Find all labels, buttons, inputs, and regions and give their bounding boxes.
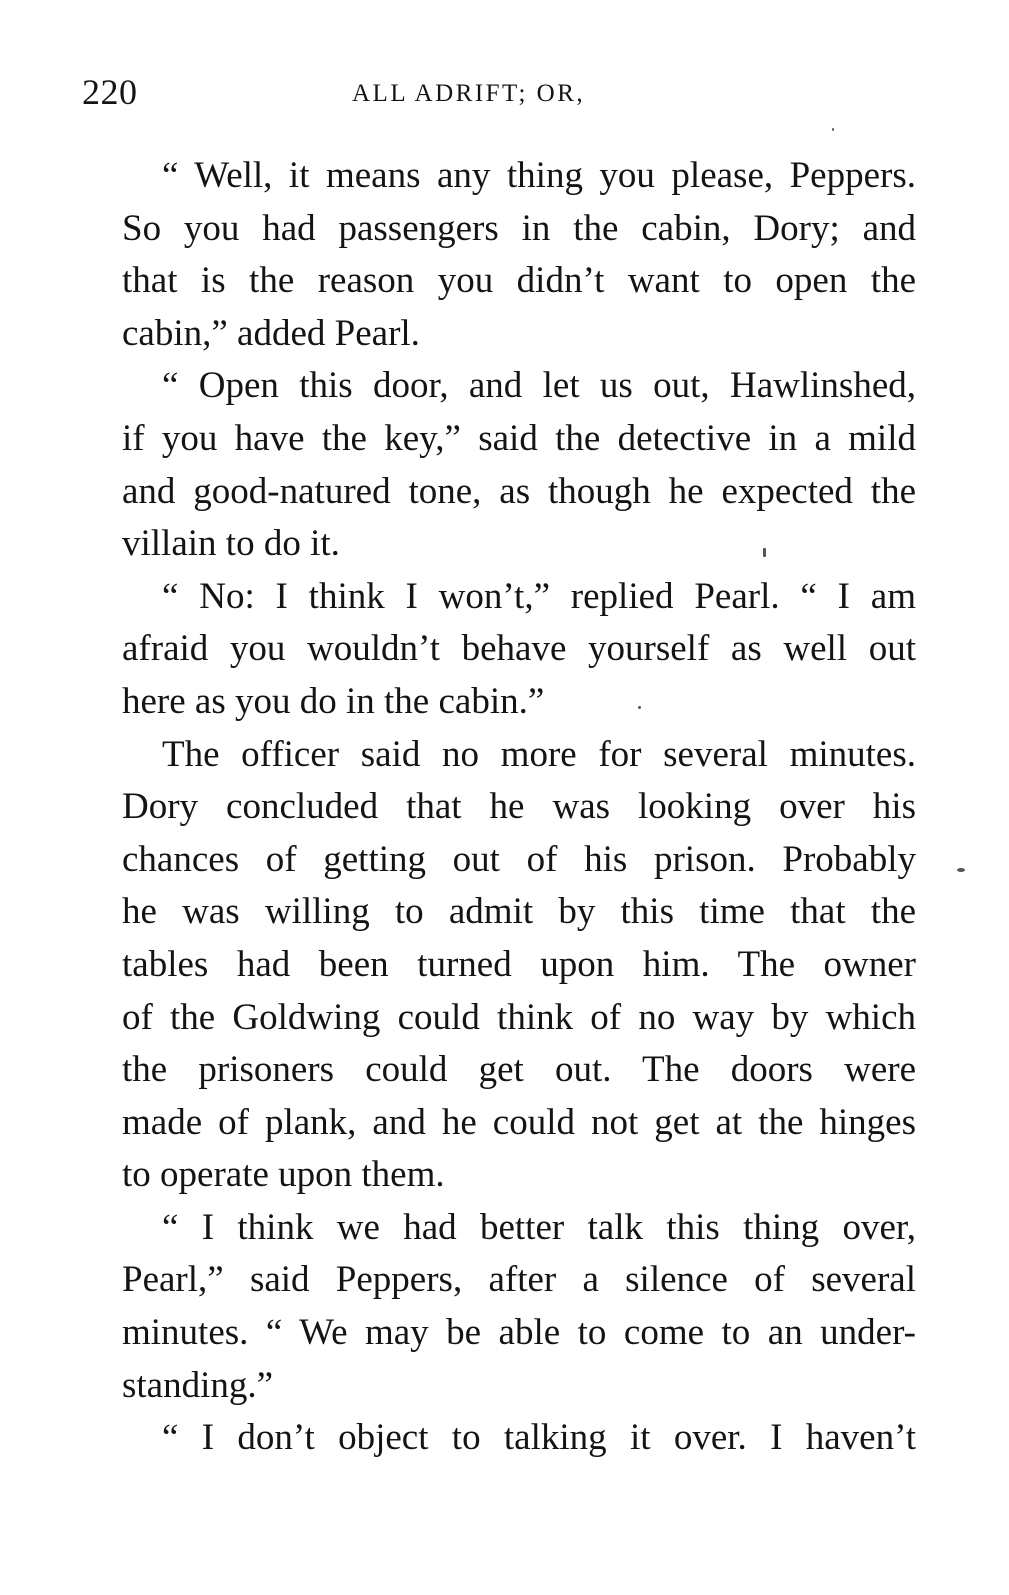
paragraph [82, 729, 916, 1202]
text-line: “ No: I think I won’t,” replied Pearl. “ I am [162, 575, 916, 617]
text-line: made of plank, and he could not get at the hinges [122, 1101, 916, 1143]
text-line: afraid you wouldn’t behave yourself as well out [122, 628, 916, 670]
text-line: the prisoners could get out. The doors were [122, 1049, 916, 1091]
text-line: of the Goldwing could think of no way by which [122, 996, 916, 1038]
text-line: villain to do it. [122, 523, 340, 565]
ink-speck [763, 548, 766, 557]
text-line: cabin,” added Pearl. [122, 312, 420, 354]
text-line: and good-natured tone, as though he expected the [122, 470, 916, 512]
text-line: to operate upon them. [122, 1154, 445, 1196]
page-number: 220 [82, 72, 138, 112]
paragraph [82, 150, 916, 360]
text-line: Dory concluded that he was looking over his [122, 786, 916, 828]
ink-speck [638, 706, 641, 709]
text-line: standing.” [122, 1364, 274, 1406]
text-line: “ Open this door, and let us out, Hawlinshed, [162, 365, 916, 407]
text-line: minutes. “ We may be able to come to an under- [122, 1312, 916, 1354]
ink-speck [957, 868, 965, 872]
text-line: The officer said no more for several minutes. [162, 733, 916, 775]
paragraph [82, 1202, 916, 1412]
paragraph [82, 571, 916, 729]
text-line: “ I don’t object to talking it over. I haven’t [162, 1417, 916, 1459]
page-header [82, 72, 916, 112]
paragraph [82, 360, 916, 570]
paragraph [82, 1412, 916, 1465]
text-line: “ Well, it means any thing you please, Peppers. [162, 155, 916, 196]
text-line: tables had been turned upon him. The owner [122, 943, 916, 985]
text-line: “ I think we had better talk this thing over, [162, 1206, 916, 1248]
text-line: that is the reason you didn’t want to open the [122, 260, 916, 302]
text-line: he was willing to admit by this time that the [122, 891, 916, 933]
text-line: So you had passengers in the cabin, Dory; and [122, 207, 916, 249]
text-line: if you have the key,” said the detective in a mild [122, 417, 916, 459]
body-text [82, 150, 916, 1465]
running-head: ALL ADRIFT; OR, [352, 80, 586, 107]
text-line: chances of getting out of his prison. Probably [122, 838, 916, 880]
text-line: here as you do in the cabin.” [122, 680, 545, 722]
ink-speck [832, 128, 834, 131]
text-line: Pearl,” said Peppers, after a silence of several [122, 1259, 916, 1301]
